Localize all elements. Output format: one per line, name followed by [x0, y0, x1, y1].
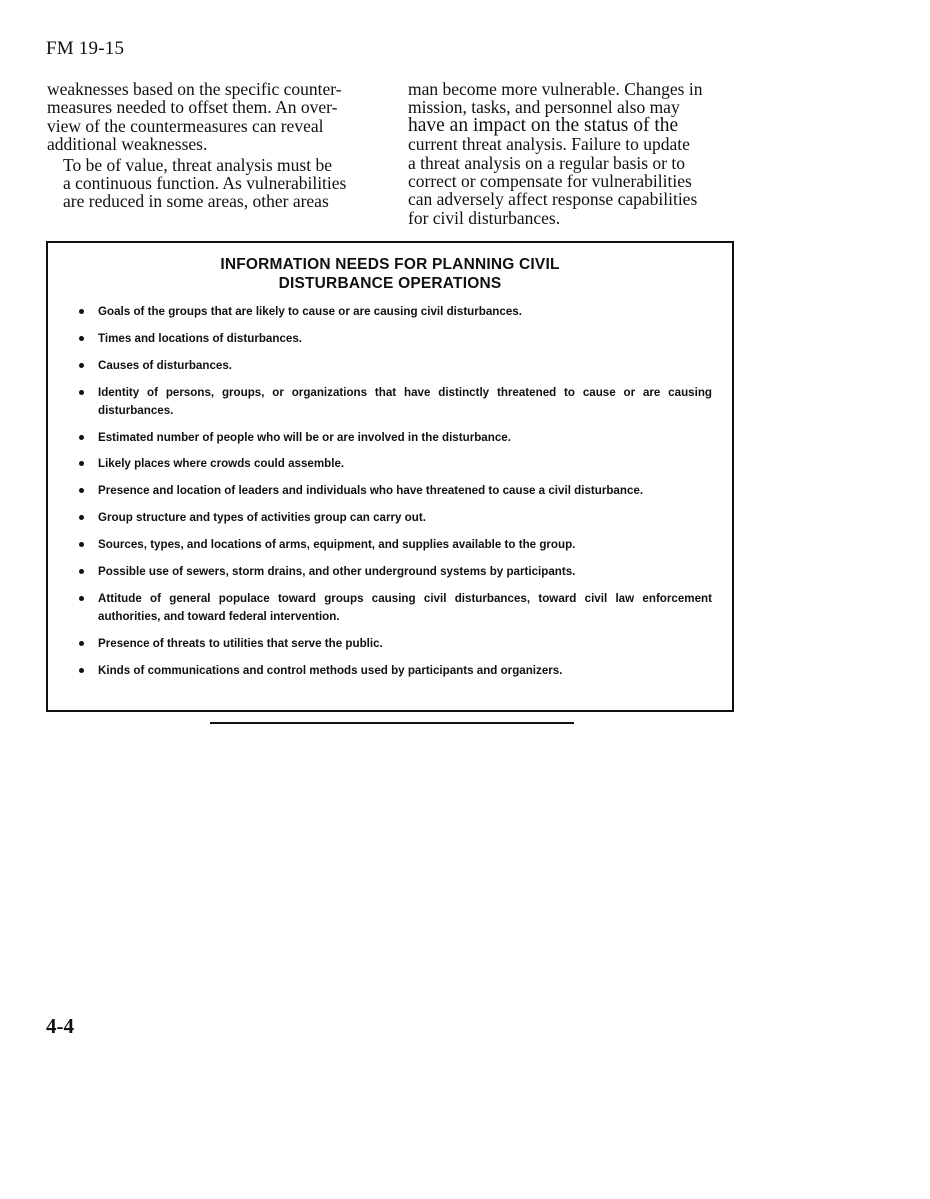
list-item-text: Causes of disturbances.	[98, 358, 233, 372]
text-line: for civil disturbances.	[408, 207, 561, 228]
list-item	[98, 384, 712, 420]
text-line: man become more vulnerable. Changes in	[408, 79, 703, 99]
list-item-text: Goals of the groups that are likely to cause or are causing civil disturbances.	[98, 305, 522, 318]
list-item-text: Presence and location of leaders and individuals who have threatened to cause a civil disturbance.	[98, 484, 644, 498]
list-item	[98, 455, 712, 473]
paragraph-weaknesses	[47, 80, 365, 154]
paragraph-vulnerable	[408, 80, 726, 227]
list-item	[98, 536, 712, 554]
text-line: a continuous function. As vulnerabilities	[63, 173, 347, 194]
list-item-text: Attitude of general populace toward groups causing civil disturbances, toward civil law enforcement authorities, and toward federal intervention.	[98, 591, 712, 623]
bullet-icon	[79, 641, 84, 646]
section-divider	[210, 722, 574, 724]
list-item-text: Likely places where crowds could assemble.	[98, 457, 345, 471]
bullet-icon	[79, 461, 84, 466]
list-item	[98, 563, 712, 581]
text-line: correct or compensate for vulnerabilities	[408, 171, 692, 192]
bullet-icon	[79, 390, 84, 395]
list-item	[98, 635, 712, 653]
list-item	[98, 330, 712, 348]
text-line: additional weaknesses.	[47, 134, 208, 155]
list-item-text: Times and locations of disturbances.	[98, 331, 303, 345]
page-number: 4-4	[46, 1014, 74, 1038]
bullet-icon	[79, 363, 84, 368]
list-item	[98, 357, 712, 375]
text-line: view of the countermeasures can reveal	[47, 115, 324, 136]
bullet-icon	[79, 309, 84, 314]
list-item	[98, 662, 712, 680]
bullet-icon	[79, 515, 84, 520]
text-line: can adversely affect response capabilities	[408, 189, 698, 210]
box-title-line: INFORMATION NEEDS FOR PLANNING CIVIL	[220, 256, 560, 273]
text-line: weaknesses based on the specific counter-	[47, 79, 342, 99]
list-item-text: Presence of threats to utilities that serve the public.	[98, 636, 383, 650]
bullet-icon	[79, 668, 84, 673]
list-item	[98, 429, 712, 447]
bullet-icon	[79, 435, 84, 440]
information-needs-box	[46, 241, 734, 712]
right-column-text	[408, 80, 726, 227]
bullet-icon	[79, 542, 84, 547]
list-item	[98, 509, 712, 527]
text-line: To be of value, threat analysis must be	[63, 154, 332, 175]
list-item-text: Kinds of communications and control methods used by participants and organizers.	[98, 663, 563, 677]
list-item-text: Group structure and types of activities group can carry out.	[98, 511, 426, 525]
text-line: mission, tasks, and personnel also may	[408, 97, 680, 118]
text-line: measures needed to offset them. An over-	[47, 97, 338, 118]
text-line: current threat analysis. Failure to update	[408, 134, 690, 155]
box-title-line: DISTURBANCE OPERATIONS	[278, 275, 502, 292]
list-item-text: Estimated number of people who will be or are involved in the disturbance.	[98, 430, 511, 444]
list-item-text: Possible use of sewers, storm drains, and other underground systems by participants.	[98, 565, 576, 579]
bullet-icon	[79, 488, 84, 493]
information-needs-list	[48, 303, 732, 680]
text-line: have an impact on the status of the	[408, 114, 679, 136]
list-item	[98, 482, 712, 500]
bullet-icon	[79, 336, 84, 341]
bullet-icon	[79, 596, 84, 601]
paragraph-continuous-function	[47, 156, 365, 211]
document-id-header: FM 19-15	[46, 38, 125, 59]
text-line: are reduced in some areas, other areas	[63, 191, 329, 212]
list-item	[98, 303, 712, 321]
list-item-text: Identity of persons, groups, or organizations that have distinctly threatened to cause or are causing disturbances.	[98, 385, 712, 417]
left-column-text	[47, 80, 365, 211]
list-item-text: Sources, types, and locations of arms, equipment, and supplies available to the group.	[98, 538, 576, 552]
list-item	[98, 590, 712, 626]
text-line: a threat analysis on a regular basis or to	[408, 152, 685, 173]
bullet-icon	[79, 569, 84, 574]
box-title	[48, 255, 732, 293]
